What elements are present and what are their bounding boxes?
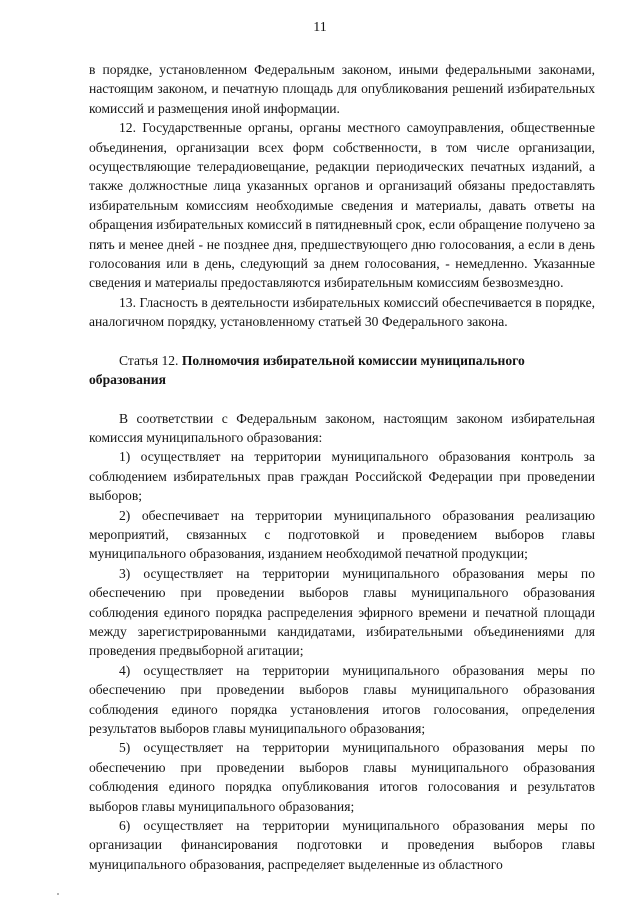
document-body (89, 60, 595, 874)
paragraph-continuation: в порядке, установленном Федеральным законом, иными федеральными законами, настоящим законом, и печатную площадь для опубликования решений избирательных комиссий и размещения иной информации. (89, 62, 595, 116)
list-item-1: 1) осуществляет на территории муниципального образования контроль за соблюдением избирательных прав граждан Российской Федерации при проведении выборов; (89, 449, 595, 504)
article-heading (89, 351, 595, 390)
article-intro (89, 409, 595, 448)
article-intro-lead: В (119, 410, 129, 426)
article-intro-text: соответствии с Федеральным законом, настоящим законом избирательная комиссия муниципального образования: (89, 410, 595, 445)
article-number: Статья 12. (119, 352, 182, 368)
article-title: Полномочия избирательной комиссии муниципального образования (89, 352, 525, 388)
page-number: 11 (313, 20, 327, 35)
list-item-5: 5) осуществляет на территории муниципального образования меры по обеспечению при проведении выборов главы муниципального образования соблюдения единого порядка опубликования итогов голосования и результатов выборов главы муниципального образования; (89, 740, 595, 814)
scan-artifact-dot (57, 893, 59, 895)
list-item-6: 6) осуществляет на территории муниципального образования меры по организации финансирования подготовки и проведения выборов главы муниципального образования, распределяет выделенные из областного (89, 818, 595, 872)
paragraph-12: 12. Государственные органы, органы местного самоуправления, общественные объединения, организации всех форм собственности, в том числе организации, осуществляющие телерадиовещание, редакции периодических печатных изданий, а также должностные лица указанных органов и организаций обязаны предоставлять избирательным комиссиям необходимые сведения и материалы, давать ответы на обращения избирательных комиссий в пятидневный срок, если обращение получено за пять и менее дней - не позднее дня, предшествующего дню голосования, а если в день голосования или в день, следующий за днем голосования, - немедленно. Указанные сведения и материалы предоставляются избирательным комиссиям безвозмездно. (89, 120, 595, 291)
list-item-3: 3) осуществляет на территории муниципального образования меры по обеспечению при проведении выборов главы муниципального образования соблюдения единого порядка распределения эфирного времени и печатной площади между зарегистрированными кандидатами, избирательными объединениями для проведения предвыборной агитации; (89, 565, 595, 659)
paragraph-13: 13. Гласность в деятельности избирательных комиссий обеспечивается в порядке, аналогичном порядку, установленному статьей 30 Федерального закона. (89, 294, 595, 330)
list-item-2: 2) обеспечивает на территории муниципального образования реализацию мероприятий, связанных с подготовкой и проведением выборов главы муниципального образования, изданием необходимой печатной продукции; (89, 507, 595, 562)
list-item-4: 4) осуществляет на территории муниципального образования меры по обеспечению при проведении выборов главы муниципального образования соблюдения единого порядка установления итогов голосования, определения результатов выборов главы муниципального образования; (89, 662, 595, 736)
